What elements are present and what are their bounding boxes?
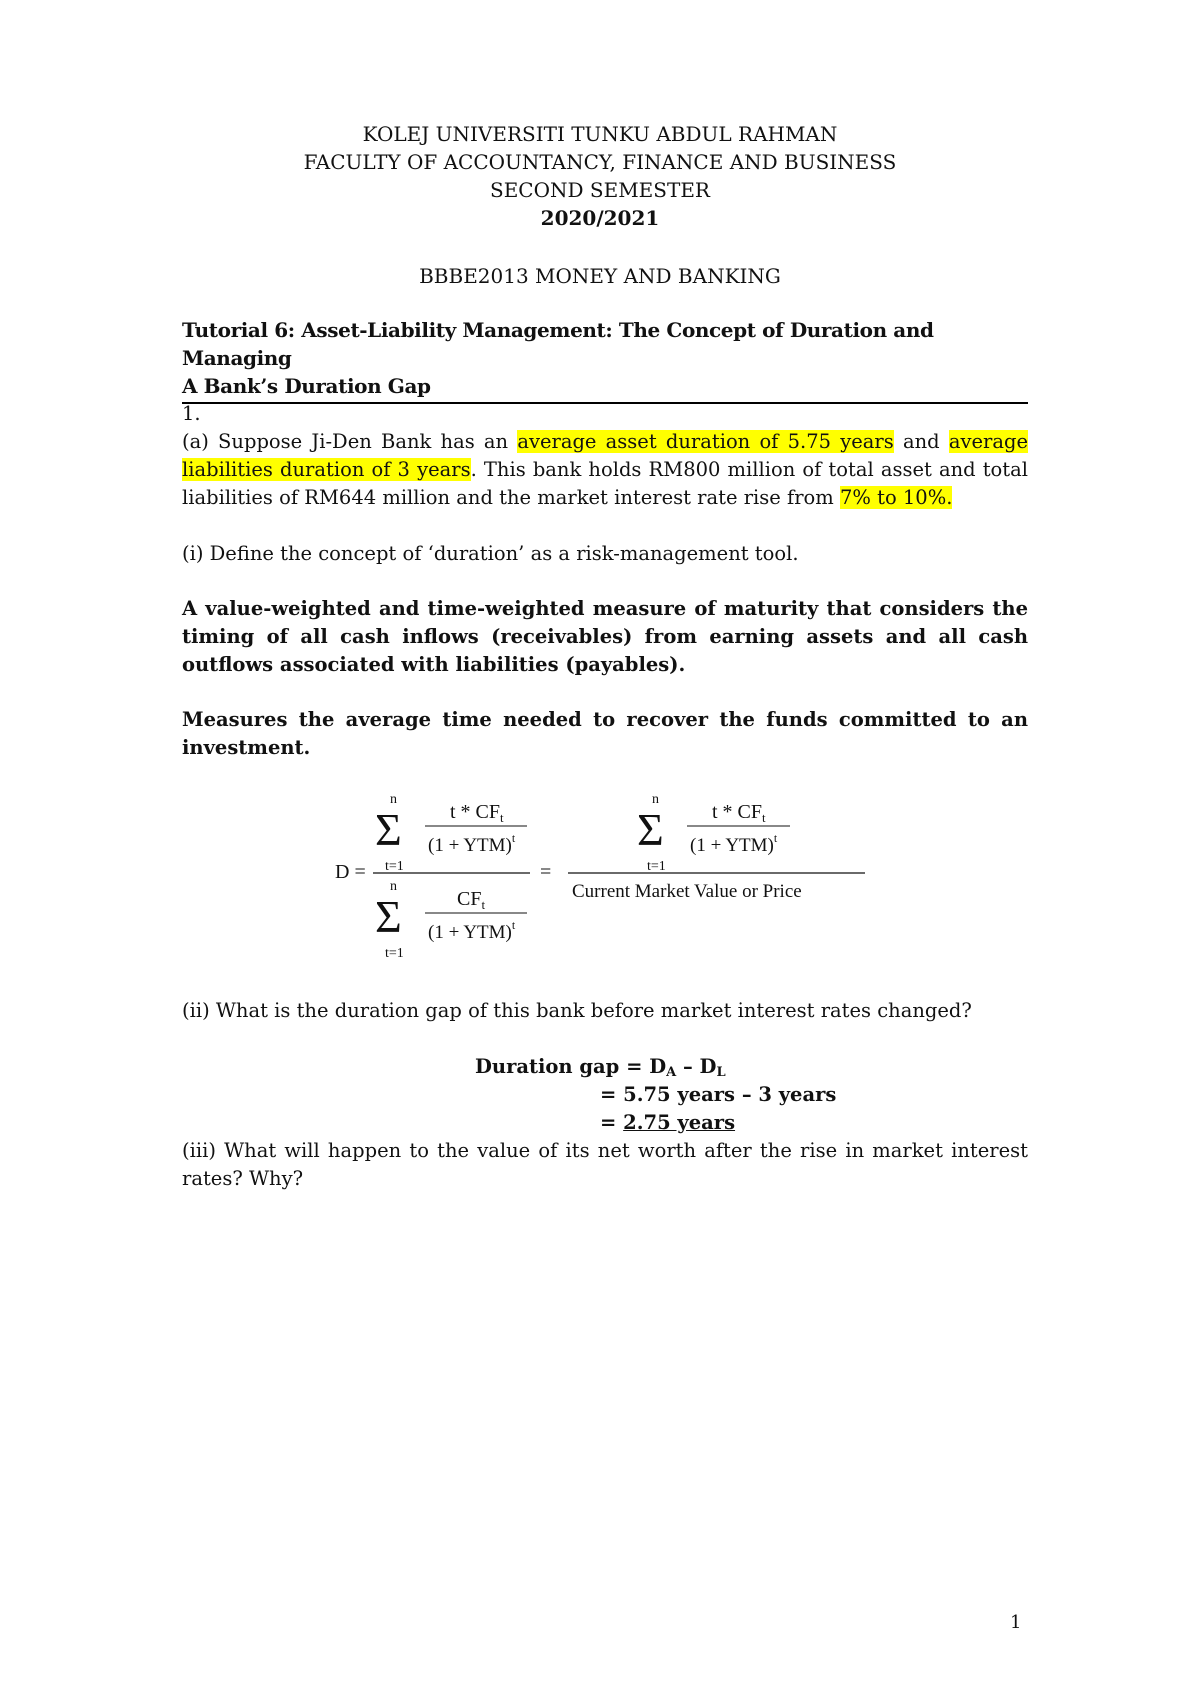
- formula-sum-lower-2: t=1: [385, 946, 404, 960]
- part-iii-question: (iii) What will happen to the value of its net worth after the rise in market interest rates? Why?: [182, 1139, 1028, 1190]
- formula-sum-upper-1: n: [390, 792, 397, 807]
- university-name: KOLEJ UNIVERSITI TUNKU ABDUL RAHMAN: [362, 122, 838, 146]
- formula-num-top-3: t * $CF_t$: [712, 801, 766, 825]
- tutorial-title: [182, 316, 1028, 404]
- q1a-prefix: (a) Suppose Ji-Den Bank has an: [182, 430, 518, 453]
- faculty-name: FACULTY OF ACCOUNTANCY, FINANCE AND BUSINESS: [303, 150, 897, 174]
- formula-sum-upper-2: n: [390, 879, 397, 894]
- formula-sigma-3: Σ: [637, 804, 664, 855]
- formula-cf: $CF_t$: [457, 888, 486, 912]
- page-number: 1: [1010, 1612, 1022, 1633]
- part-i-question: (i) Define the concept of ‘duration’ as a risk-management tool.: [182, 542, 799, 565]
- duration-formula: [335, 790, 870, 960]
- highlight-asset-duration: average asset duration of 5.75 years: [517, 430, 894, 453]
- formula-num-top-1: t * $CF_t$: [450, 801, 504, 825]
- formula-right-denominator: Current Market Value or Price: [572, 881, 802, 902]
- formula-sigma-1: Σ: [375, 804, 402, 855]
- formula-sum-lower-1: t=1: [385, 859, 404, 874]
- part-ii-question: (ii) What is the duration gap of this bank before market interest rates changed?: [182, 999, 972, 1022]
- q1a-mid1: and: [893, 430, 949, 453]
- formula-d-label: D =: [335, 861, 366, 883]
- formula-sigma-2: Σ: [375, 891, 402, 942]
- semester: SECOND SEMESTER: [490, 178, 710, 202]
- formula-equals: =: [540, 861, 552, 883]
- duration-gap-result: = 2.75 years: [600, 1111, 736, 1134]
- part-i-answer-2: Measures the average time needed to recover the funds committed to an investment.: [182, 708, 1028, 759]
- duration-gap-formula: Duration gap = $D_A - D_L$: [475, 1055, 726, 1080]
- formula-denom-2: (1 + YTM)$^t$: [428, 918, 516, 943]
- tutorial-title-line1: Tutorial 6: Asset-Liability Management: The Concept of Duration and Managing: [182, 318, 934, 370]
- document-header: [0, 120, 1200, 232]
- highlight-interest-rates: 7% to 10%.: [839, 486, 953, 509]
- question-1a-text: [182, 428, 1028, 512]
- highlight-liabilities-duration: average liabilities duration of 3 years: [182, 430, 1028, 481]
- academic-year: 2020/2021: [540, 206, 660, 230]
- course-title: BBBE2013 MONEY AND BANKING: [419, 264, 781, 288]
- question-number: 1.: [182, 402, 201, 425]
- formula-denom-1: (1 + YTM)$^t$: [428, 831, 516, 856]
- formula-sum-upper-3: n: [652, 792, 659, 807]
- duration-gap-step: = 5.75 years – 3 years: [600, 1083, 837, 1106]
- q1a-mid2: . This bank holds RM800 million of total asset and total liabilities of RM644 million and the market interest rate rise from: [182, 458, 1028, 509]
- part-i-answer-1: A value-weighted and time-weighted measure of maturity that considers the timing of all cash inflows (receivables) from earning assets and all cash outflows associated with liabilities (payables).: [182, 597, 1028, 676]
- formula-denom-3: (1 + YTM)$^t$: [690, 831, 778, 856]
- tutorial-title-line2: A Bank’s Duration Gap: [182, 374, 431, 398]
- formula-sum-lower-3: t=1: [647, 859, 666, 874]
